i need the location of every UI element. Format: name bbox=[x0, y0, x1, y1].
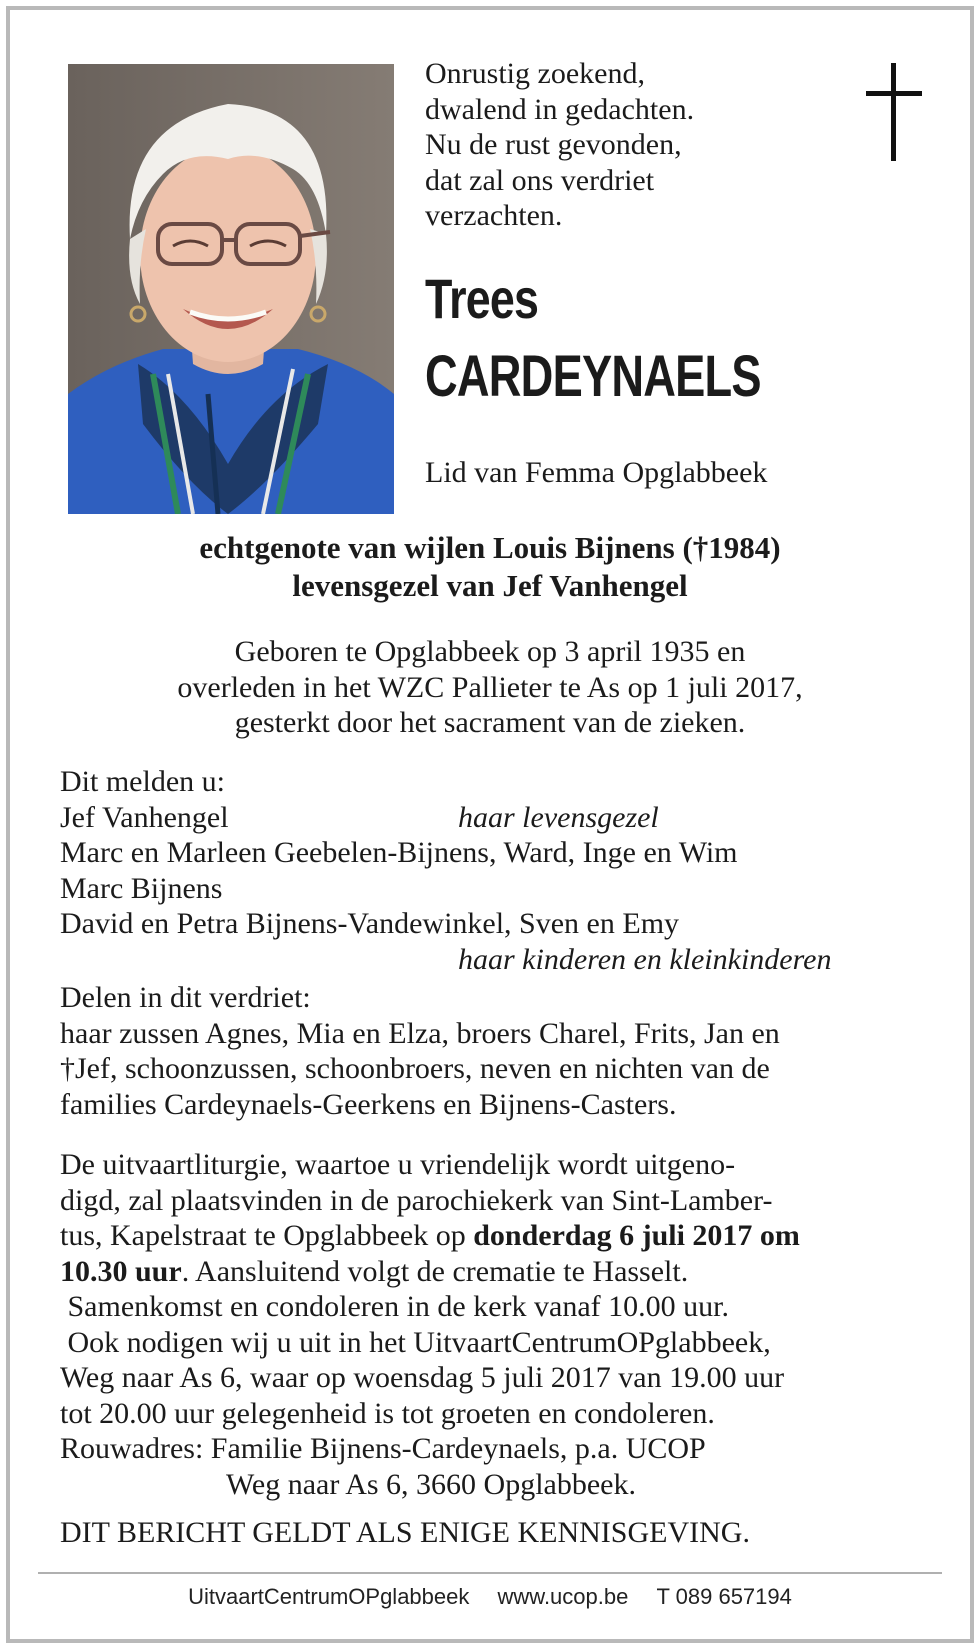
sharing-line: haar zussen Agnes, Mia en Elza, broers Charel, Frits, Jan en bbox=[60, 1016, 780, 1050]
mourning-address: Rouwadres: Familie Bijnens-Cardeynaels, p.a. UCOP bbox=[60, 1432, 706, 1465]
partner-name: Jef Vanhengel bbox=[60, 800, 229, 834]
child-line: Marc en Marleen Geebelen-Bijnens, Ward, Inge en Wim bbox=[60, 836, 738, 869]
relations-block bbox=[0, 529, 980, 605]
birth-death-line: gesterkt door het sacrament van de zieken. bbox=[234, 706, 746, 739]
poem-line: dwalend in gedachten. bbox=[425, 92, 695, 126]
funeral-line: De uitvaartliturgie, waartoe u vriendelijk wordt uitgeno- bbox=[60, 1148, 736, 1181]
funeral-line: tot 20.00 uur gelegenheid is tot groeten en condoleren. bbox=[60, 1396, 715, 1430]
funeral-time: 10.30 uur bbox=[60, 1254, 182, 1288]
funeral-line: digd, zal plaatsvinden in de parochiekerk van Sint-Lamber- bbox=[60, 1183, 773, 1217]
announcement-intro: Dit melden u: bbox=[60, 765, 225, 798]
birth-death-line: Geboren te Opglabbeek op 3 april 1935 en bbox=[234, 635, 746, 668]
funeral-text: . Aansluitend volgt de crematie te Hasselt. bbox=[181, 1254, 689, 1288]
child-line: David en Petra Bijnens-Vandewinkel, Sven en Emy bbox=[60, 907, 680, 940]
funeral-line bbox=[60, 1254, 800, 1290]
footer-company: UitvaartCentrumOPglabbeek bbox=[188, 1584, 470, 1609]
footer-divider bbox=[38, 1572, 942, 1574]
portrait-photo bbox=[68, 64, 394, 514]
footer bbox=[0, 1584, 980, 1610]
funeral-block bbox=[60, 1147, 800, 1502]
final-notice: DIT BERICHT GELDT ALS ENIGE KENNISGEVING. bbox=[60, 1516, 750, 1549]
deceased-first-name: Trees bbox=[425, 267, 539, 330]
poem bbox=[425, 56, 694, 234]
funeral-date: donderdag 6 juli 2017 om bbox=[473, 1219, 800, 1252]
partner-role: haar levensgezel bbox=[458, 800, 659, 834]
funeral-line: Ook nodigen wij u uit in het UitvaartCentrumOPglabbeek, bbox=[60, 1325, 771, 1359]
deceased-last-name: CARDEYNAELS bbox=[425, 344, 761, 409]
birth-death-line: overleden in het WZC Pallieter te As op 1 juli 2017, bbox=[177, 670, 803, 704]
sharing-line: families Cardeynaels-Geerkens en Bijnens-Casters. bbox=[60, 1087, 677, 1121]
birth-death-block bbox=[0, 634, 980, 741]
footer-website[interactable]: www.ucop.be bbox=[497, 1584, 629, 1609]
poem-line: Onrustig zoekend, bbox=[425, 57, 645, 90]
funeral-text: tus, Kapelstraat te Opglabbeek op bbox=[60, 1219, 474, 1252]
latin-cross-icon bbox=[866, 63, 922, 161]
sharing-line: †Jef, schoonzussen, schoonbroers, neven en nichten van de bbox=[60, 1052, 770, 1085]
mourning-address-street: Weg naar As 6, 3660 Opglabbeek. bbox=[226, 1467, 636, 1501]
poem-line: Nu de rust gevonden, bbox=[425, 128, 682, 161]
children-role: haar kinderen en kleinkinderen bbox=[458, 942, 832, 976]
partner-row bbox=[60, 800, 738, 836]
sharing-block bbox=[60, 980, 780, 1122]
relation-line: echtgenote van wijlen Louis Bijnens (†1984) bbox=[199, 530, 781, 565]
sharing-intro: Delen in dit verdriet: bbox=[60, 981, 311, 1014]
announcement-block bbox=[60, 764, 832, 977]
children-role-row bbox=[60, 942, 832, 978]
poem-line: verzachten. bbox=[425, 199, 563, 232]
funeral-line: Samenkomst en condoleren in de kerk vanaf 10.00 uur. bbox=[60, 1290, 729, 1323]
footer-phone: T 089 657194 bbox=[656, 1584, 792, 1609]
funeral-line bbox=[60, 1218, 800, 1254]
funeral-line: Weg naar As 6, waar op woensdag 5 juli 2017 van 19.00 uur bbox=[60, 1361, 785, 1394]
poem-line: dat zal ons verdriet bbox=[425, 163, 655, 197]
child-line: Marc Bijnens bbox=[60, 871, 223, 905]
membership-line: Lid van Femma Opglabbeek bbox=[425, 456, 768, 489]
relation-line: levensgezel van Jef Vanhengel bbox=[292, 568, 688, 603]
